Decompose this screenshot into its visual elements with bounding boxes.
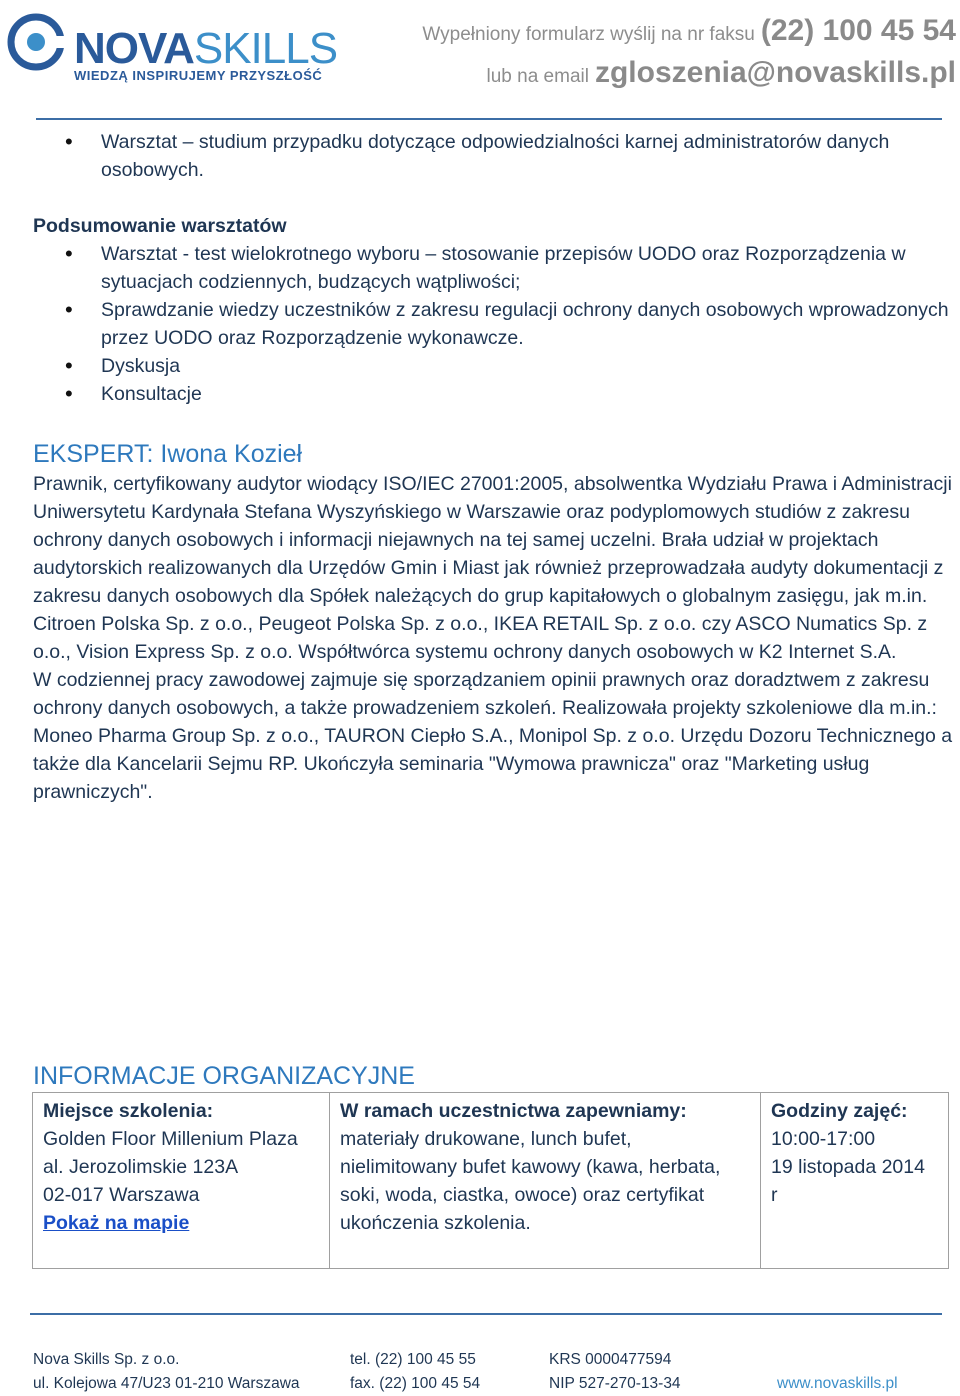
footer-address: ul. Kolejowa 47/U23 01-210 Warszawa bbox=[33, 1375, 300, 1392]
logo-tagline: WIEDZĄ INSPIRUJEMY PRZYSZŁOŚĆ bbox=[74, 68, 323, 83]
summary-bullet-list bbox=[33, 240, 958, 408]
footer-phone-col bbox=[350, 1348, 480, 1396]
list-item: • Konsultacje bbox=[33, 380, 958, 408]
hours-line: r bbox=[771, 1184, 778, 1206]
place-line: al. Jerozolimskie 123A bbox=[43, 1156, 239, 1178]
hours-heading: Godziny zajęć: bbox=[771, 1100, 908, 1122]
organizational-info-title: INFORMACJE ORGANIZACYJNE bbox=[33, 1062, 415, 1090]
list-item: • Sprawdzanie wiedzy uczestników z zakresu regulacji ochrony danych osobowych wprowadzonych przez UODO oraz Rozporządzenie wykonawcze. bbox=[33, 296, 958, 352]
novaskills-logo bbox=[6, 10, 356, 90]
includes-heading: W ramach uczestnictwa zapewniamy: bbox=[340, 1100, 687, 1122]
footer-company-col bbox=[33, 1348, 300, 1396]
footer-nip: NIP 527-270-13-34 bbox=[549, 1375, 681, 1392]
list-item: • Dyskusja bbox=[33, 352, 958, 380]
hours-line: 19 listopada 2014 bbox=[771, 1156, 925, 1178]
includes-text: materiały drukowane, lunch bufet, nielimitowany bufet kawowy (kawa, herbata, soki, woda, ciastka, owoce) oraz certyfikat ukończenia szkolenia. bbox=[340, 1128, 721, 1234]
expert-title: EKSPERT: Iwona Kozieł bbox=[33, 440, 303, 468]
footer-registry-col bbox=[549, 1348, 681, 1396]
footer-website-link[interactable]: www.novaskills.pl bbox=[777, 1375, 898, 1392]
hours-line: 10:00-17:00 bbox=[771, 1128, 876, 1150]
footer-divider bbox=[30, 1313, 942, 1315]
footer-fax: fax. (22) 100 45 54 bbox=[350, 1375, 481, 1392]
header-divider bbox=[36, 118, 942, 120]
main-content bbox=[33, 128, 958, 806]
footer-tel: tel. (22) 100 45 55 bbox=[350, 1351, 476, 1368]
expert-bio-paragraph-2: W codziennej pracy zawodowej zajmuje się sporządzaniem opinii prawnych oraz doradztwem z zakresu ochrony danych osobowych, a także prowadzeniem szkoleń. Realizowała projekty szkoleniowe dla m.in.: Moneo Pharma Group Sp. z o.o., TAURON Ciepło S.A., Monipol Sp. z o.o. Urzędu Dozoru Technicznego a także dla Kancelarii Sejmu RP. Ukończyła seminaria "Wymowa prawnicza" oraz "Marketing usług prawniczych". bbox=[33, 669, 953, 803]
logo-emblem-icon bbox=[6, 12, 68, 74]
email-address[interactable]: zgloszenia@novaskills.pl bbox=[594, 56, 956, 89]
organizational-info-table bbox=[32, 1092, 949, 1269]
list-item: • Warsztat - test wielokrotnego wyboru – stosowanie przepisów UODO oraz Rozporządzenia w sytuacjach codziennych, budzących wątpliwości; bbox=[33, 240, 958, 296]
email-contact bbox=[487, 56, 956, 90]
footer-company: Nova Skills Sp. z o.o. bbox=[33, 1351, 180, 1368]
place-line: 02-017 Warszawa bbox=[43, 1184, 200, 1206]
hours-cell bbox=[761, 1093, 949, 1269]
footer-krs: KRS 0000477594 bbox=[549, 1351, 672, 1368]
intro-bullet-list bbox=[33, 128, 958, 184]
fax-contact bbox=[422, 14, 956, 48]
expert-bio-paragraph-1: Prawnik, certyfikowany audytor wiodący ISO/IEC 27001:2005, absolwentka Wydziału Prawa i Administracji Uniwersytetu Kardynała Stefana Wyszyńskiego w Warszawie oraz podyplomowych studiów z zakresu ochrony danych osobowych i informacji niejawnych na tej samej uczelni. Brała udział w projektach audytorskich realizowanych dla Urzędów Gmin i Miast jak również przeprowadzała audyty dokumentacji z zakresu danych osobowych dla Spółek należących do grup kapitałowych o globalnym zasięgu, jak m.in. Citroen Polska Sp. z o.o., Peugeot Polska Sp. z o.o., IKEA RETAIL Sp. z o.o. czy ASCO Numatics Sp. z o.o., Vision Express Sp. z o.o. Współtwórca systemu ochrony danych osobowych w K2 Internet S.A. bbox=[33, 473, 952, 663]
place-cell bbox=[33, 1093, 330, 1269]
fax-number: (22) 100 45 54 bbox=[760, 14, 956, 47]
logo-brand-a: NOVA bbox=[74, 24, 194, 73]
fax-label: Wypełniony formularz wyślij na nr faksu bbox=[422, 24, 755, 45]
show-map-link[interactable]: Pokaż na mapie bbox=[43, 1212, 190, 1234]
logo-wordmark bbox=[74, 24, 337, 74]
list-item: • Warsztat – studium przypadku dotyczące odpowiedzialności karnej administratorów danych osobowych. bbox=[33, 128, 958, 184]
place-heading: Miejsce szkolenia: bbox=[43, 1100, 214, 1122]
email-label: lub na email bbox=[486, 66, 589, 87]
page-header bbox=[0, 0, 960, 120]
includes-cell bbox=[330, 1093, 761, 1269]
logo-brand-b: SKILLS bbox=[193, 24, 338, 73]
summary-title: Podsumowanie warsztatów bbox=[33, 215, 287, 237]
place-line: Golden Floor Millenium Plaza bbox=[43, 1128, 298, 1150]
